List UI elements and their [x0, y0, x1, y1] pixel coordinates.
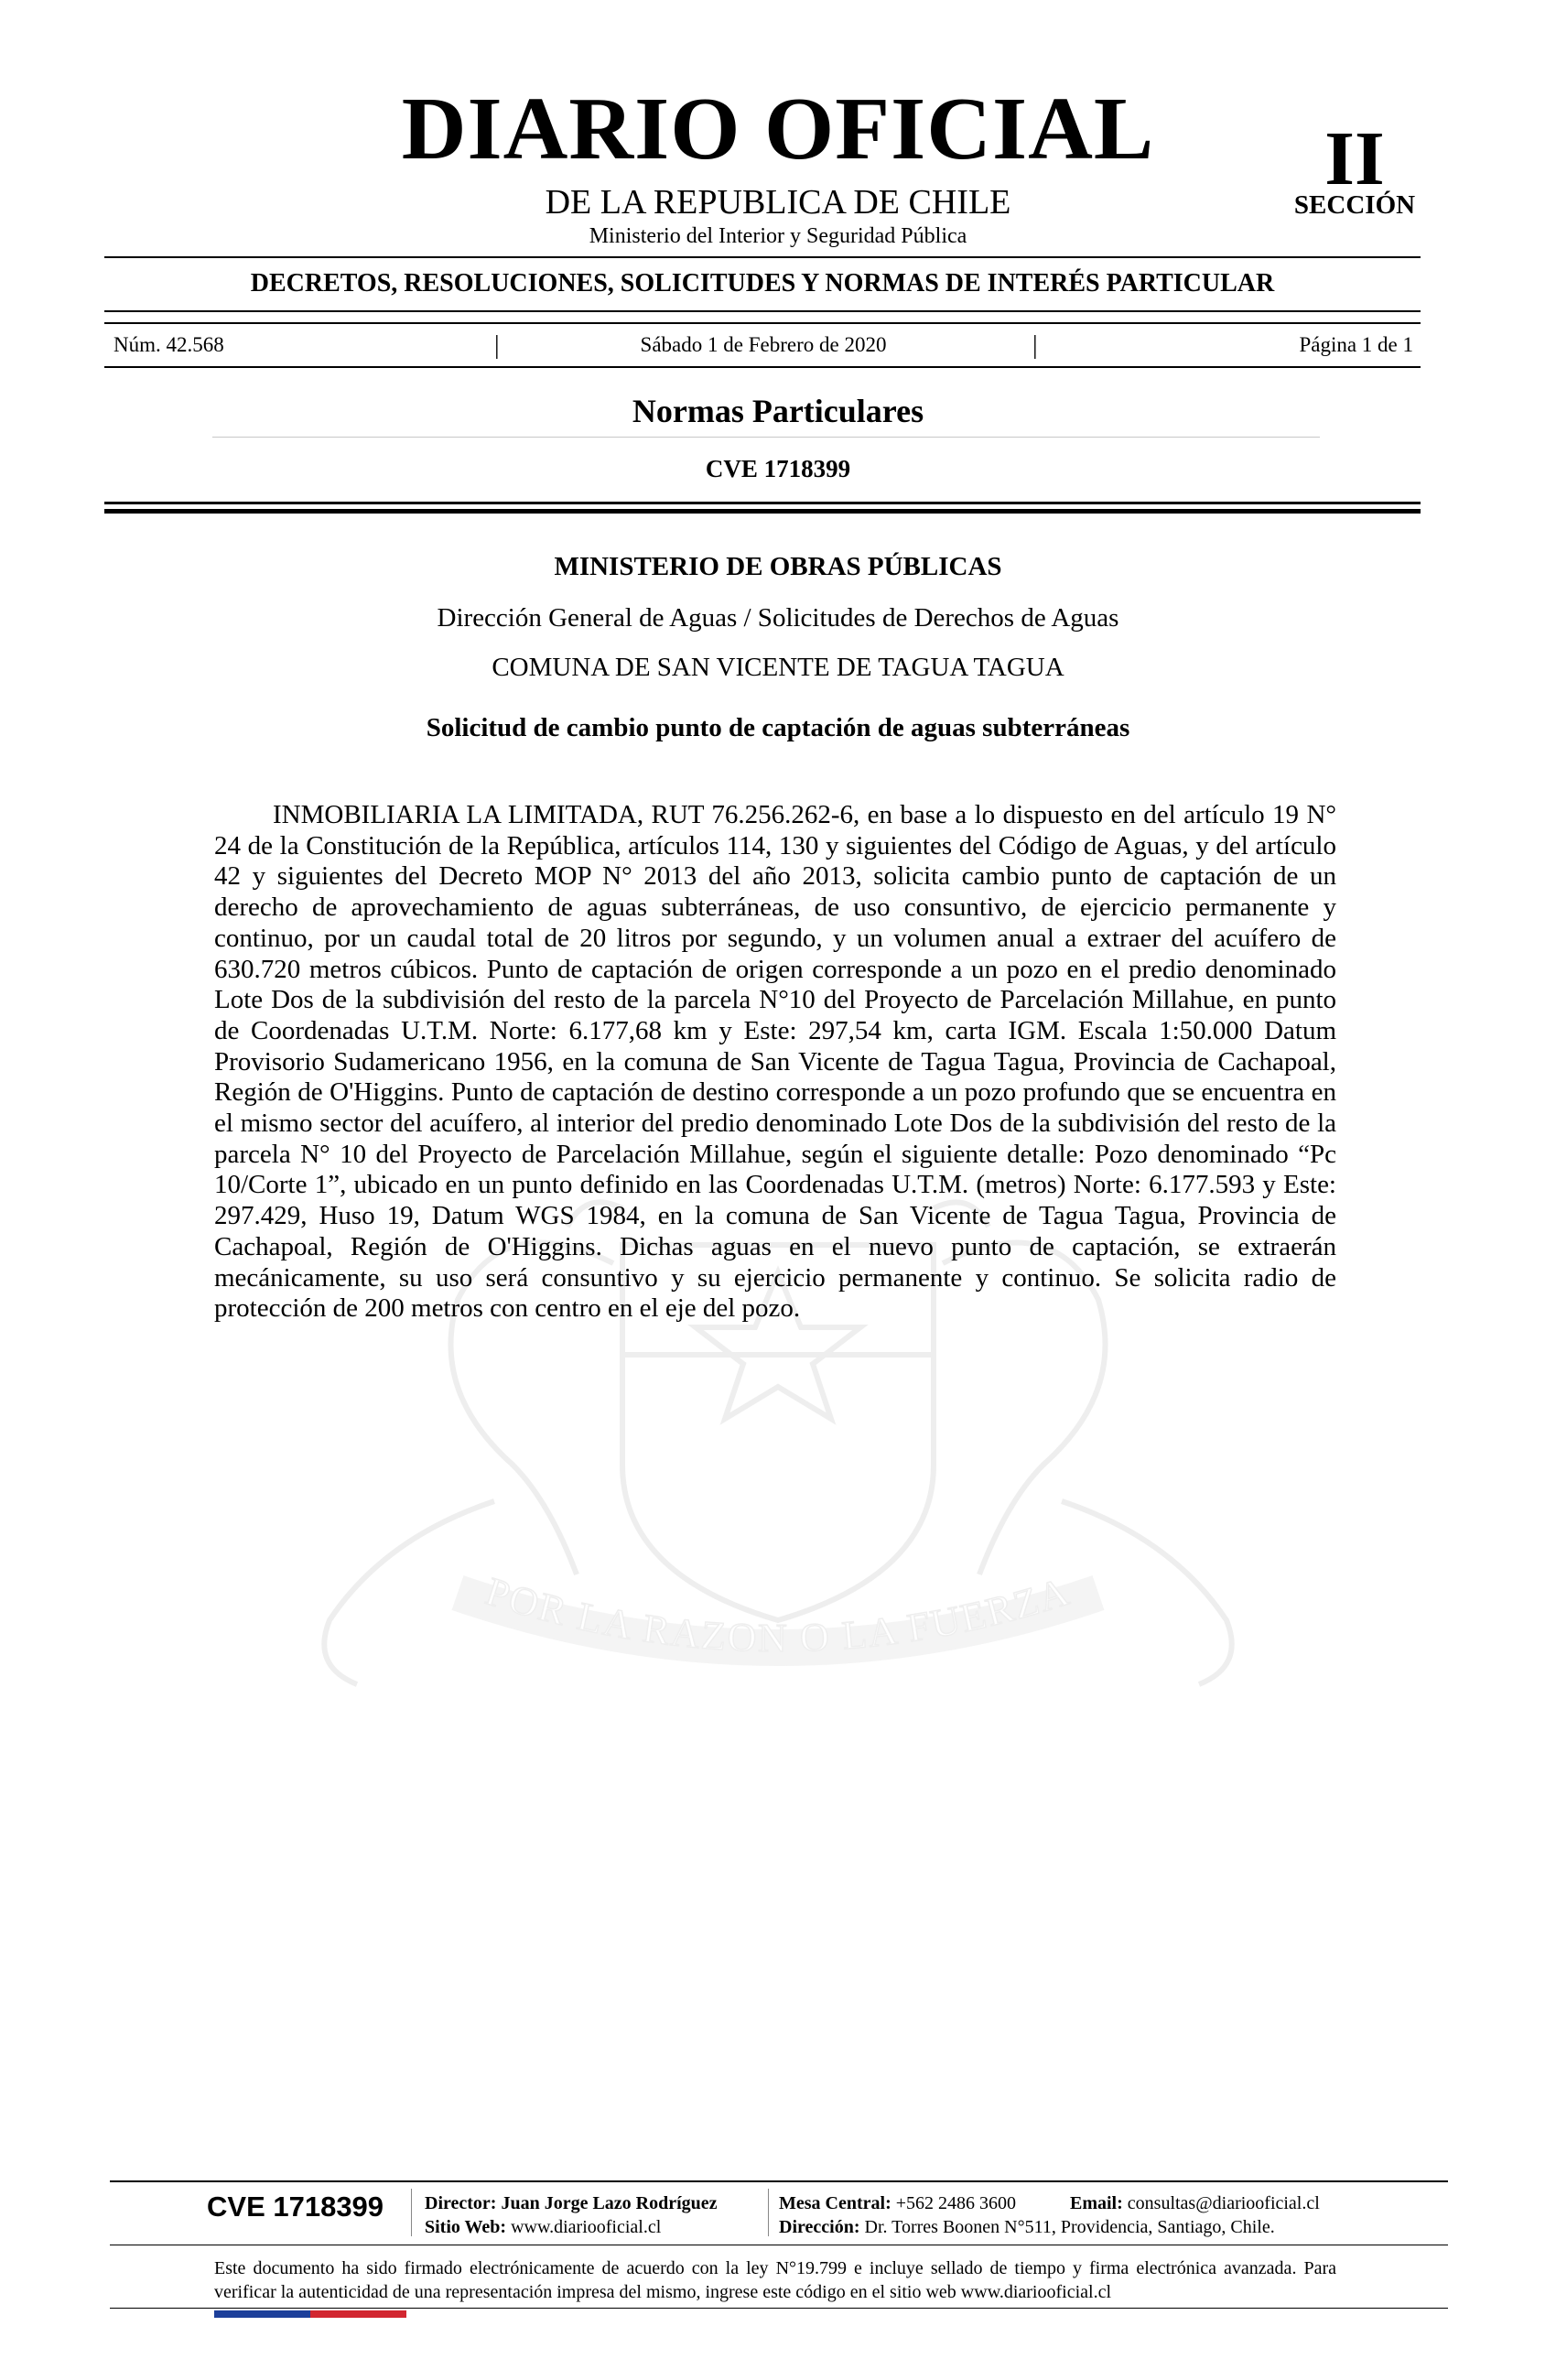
ministry-heading: MINISTERIO DE OBRAS PÚBLICAS: [554, 552, 1002, 581]
meta-separator: |: [494, 331, 500, 360]
divider: [104, 366, 1421, 368]
divider: [104, 310, 1421, 312]
footer-column-separator: [411, 2189, 412, 2236]
issue-meta-row: [113, 333, 1413, 361]
section-number: II: [1324, 116, 1385, 201]
comuna-line: COMUNA DE SAN VICENTE DE TAGUA TAGUA: [492, 653, 1064, 682]
newspaper-subtitle: DE LA REPUBLICA DE CHILE: [545, 183, 1011, 222]
flag-stripe: [214, 2310, 406, 2318]
flag-red-segment: [310, 2310, 406, 2318]
divider: [104, 502, 1421, 504]
divider: [104, 256, 1421, 258]
email-link[interactable]: consultas@diariooficial.cl: [1127, 2193, 1320, 2213]
director-label: Director:: [425, 2193, 497, 2213]
ministry-line: Ministerio del Interior y Seguridad Pública: [589, 224, 967, 248]
director-name: Juan Jorge Lazo Rodríguez: [501, 2193, 718, 2213]
section-label: SECCIÓN: [1293, 190, 1416, 220]
email-label: Email:: [1070, 2193, 1123, 2213]
page-indicator: Página 1 de 1: [1299, 333, 1413, 356]
site-label: Sitio Web:: [425, 2217, 507, 2237]
footer-divider: [110, 2180, 1448, 2182]
section-badge: [1286, 116, 1423, 220]
footer-column-separator: [768, 2189, 769, 2236]
footer-cve-code: CVE 1718399: [207, 2191, 384, 2223]
issue-date: Sábado 1 de Febrero de 2020: [640, 333, 887, 356]
newspaper-title: DIARIO OFICIAL: [401, 80, 1155, 178]
mesa-phone: +562 2486 3600: [895, 2193, 1017, 2213]
motto-text: POR LA RAZON O LA FUERZA: [480, 1568, 1076, 1661]
issue-number: Núm. 42.568: [113, 333, 224, 356]
address-value: Dr. Torres Boonen N°511, Providencia, Santiago, Chile.: [864, 2217, 1275, 2237]
divider: [212, 437, 1320, 438]
footer-director-block: [425, 2191, 718, 2239]
mesa-label: Mesa Central:: [779, 2193, 891, 2213]
document-title: Solicitud de cambio punto de captación de aguas subterráneas: [426, 713, 1130, 742]
address-label: Dirección:: [779, 2217, 860, 2237]
cve-code: CVE 1718399: [705, 455, 851, 482]
section-band-title: DECRETOS, RESOLUCIONES, SOLICITUDES Y NORMAS DE INTERÉS PARTICULAR: [250, 269, 1275, 298]
svg-text:POR LA RAZON O LA FUERZA: [481, 1569, 1075, 1661]
site-link[interactable]: www.diariooficial.cl: [511, 2217, 662, 2237]
body-paragraph: INMOBILIARIA LA LIMITADA, RUT 76.256.262-6, en base a lo dispuesto en del artículo 19 N° 24 de la Constitución de la República, artículos 114, 130 y siguientes del Código de Aguas, y del artículo 42 y siguientes del Decreto MOP N° 2013 del año 2013, solicita cambio punto de captación de un derecho de aprovechamiento de aguas subterráneas, de uso consuntivo, de ejercicio permanente y continuo, por un caudal total de 20 litros por segundo, y un volumen anual a extraer del acuífero de 630.720 metros cúbicos. Punto de captación de origen corresponde a un pozo en el predio denominado Lote Dos de la subdivisión del resto de la parcela N°10 del Proyecto de Parcelación Millahue, en punto de Coordenadas U.T.M. Norte: 6.177,68 km y Este: 297,54 km, carta IGM. Escala 1:50.000 Datum Provisorio Sudamericano 1956, en la comuna de San Vicente de Tagua Tagua, Provincia de Cachapoal, Región de O'Higgins. Punto de captación de destino corresponde a un pozo profundo que se encuentra en el mismo sector del acuífero, al interior del predio denominado Lote Dos de la subdivisión del resto de la parcela N° 10 del Proyecto de Parcelación Millahue, según el siguiente detalle: Pozo denominado “Pc 10/Corte 1”, ubicado en un punto definido en las Coordenadas U.T.M. (metros) Norte: 6.177.593 y Este: 297.429, Huso 19, Datum WGS 1984, en la comuna de San Vicente de Tagua Tagua, Provincia de Cachapoal, Región de O'Higgins. Dichas aguas en el nuevo punto de captación, se extraerán mecánicamente, su uso será consuntivo y su ejercicio permanente y continuo. Se solicita radio de protección de 200 metros con centro en el eje del pozo.: [214, 800, 1336, 1324]
footer-contact-block: [779, 2191, 1339, 2239]
category-heading: Normas Particulares: [632, 393, 924, 429]
divider: [104, 322, 1421, 324]
divider: [104, 509, 1421, 514]
directorate-line: Dirección General de Aguas / Solicitudes de Derechos de Aguas: [437, 603, 1119, 633]
footer-divider: [110, 2308, 1448, 2309]
meta-separator: |: [1032, 331, 1038, 360]
flag-blue-segment: [214, 2310, 310, 2318]
footer-legal-notice: Este documento ha sido firmado electrónicamente de acuerdo con la ley N°19.799 e incluye sellado de tiempo y firma electrónica avanzada. Para verificar la autenticidad de una representación impresa del mismo, ingrese este código en el sitio web www.diariooficial.cl: [214, 2258, 1336, 2302]
